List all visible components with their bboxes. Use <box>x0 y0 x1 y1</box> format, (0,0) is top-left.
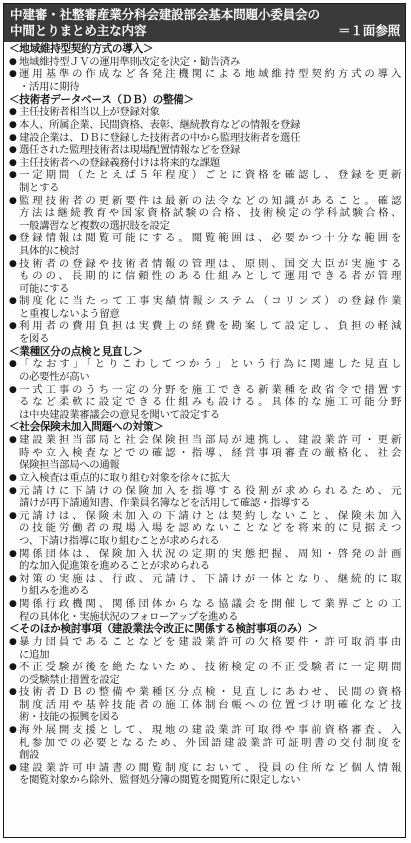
list-item-text <box>19 384 401 422</box>
list-item <box>9 762 401 787</box>
bullet-icon: ● <box>9 548 17 559</box>
list-item-text <box>19 573 401 598</box>
list-item-text <box>19 510 401 548</box>
text-line: は中央建設業審議会の意見を聞いて設定する <box>19 408 220 421</box>
text-line: 本人、所属企業、民間資格、表彰、継続教育などの情報を登録 <box>19 118 301 131</box>
text-line: 制度化に当たって工事実績情報システム（コリンズ）の登録作業 <box>19 295 401 308</box>
bullet-icon: ● <box>9 119 17 130</box>
text-line: 主任技術者相当以上が登録対象 <box>19 106 160 119</box>
text-line: 利用者の費用負担は実費上の経費を勘案して設定し、負担の軽減 <box>19 320 401 333</box>
list-item-text <box>19 157 401 170</box>
bullet-icon: ● <box>9 762 17 773</box>
text-line: 時や立入検査などでの確認・指導、経営事項審査の厳格化、社会 <box>19 446 401 459</box>
list-item <box>9 384 401 422</box>
text-line: 主任技術者への登録義務付けは将来的な課題 <box>19 156 220 169</box>
text-line: 請けが再下請通知書、作業員名簿などを活用して確認・指導する <box>19 497 311 510</box>
bullet-icon: ● <box>9 725 17 736</box>
list-item-text <box>19 358 401 383</box>
bullet-icon: ● <box>9 687 17 698</box>
section-heading: ＜技術者データベース（ＤＢ）の整備＞ <box>9 93 194 106</box>
article-box <box>3 3 406 838</box>
text-line: 札参加での必要となるため、外国語建設業許可証明書の交付制度を <box>19 736 401 749</box>
text-line: 具体的に検討 <box>19 244 80 257</box>
list-item <box>9 661 401 686</box>
text-line: 一式工事のうち一定の分野を施工できる新業種を政省令で措置す <box>19 383 401 396</box>
article-header <box>4 4 405 42</box>
text-line: 可能にする <box>19 282 70 295</box>
text-line: の受験禁止措置を設定 <box>19 673 120 686</box>
bullet-icon: ● <box>9 473 17 483</box>
text-line: 一定期間（たとえば５年程度）ごとに資格を確認し、登録を更新 <box>19 169 401 182</box>
section-heading: ＜業種区分の点検と見直し＞ <box>9 345 143 358</box>
list-item-text <box>19 56 401 69</box>
text-line: 一般講習など複数の選択肢を設定 <box>19 219 170 232</box>
text-line: るなど柔軟に設定できる仕組みも設ける。具体的な施工可能分野 <box>19 396 401 409</box>
list-item-text <box>19 548 401 573</box>
list-item <box>9 636 401 661</box>
text-line: 制度活用や基幹技能者の施工体制台帳への位置づけ明確化など技 <box>19 698 401 711</box>
bullet-icon: ● <box>9 435 17 446</box>
text-line: 立入検査は重点的に取り組む対象を徐々に拡大 <box>19 472 230 484</box>
section-heading: ＜社会保険未加入問題への対策＞ <box>9 421 164 434</box>
text-line: 元請けは、保険未加入の下請けとは契約しないこと、保険未加入 <box>19 509 401 522</box>
list-item <box>9 358 401 383</box>
text-line: つ、下請け指導に取り組むことが求められる <box>19 534 220 547</box>
bullet-icon: ● <box>9 107 17 118</box>
text-line: 程の具体化・実施状況のフォローアップを進める <box>19 610 239 623</box>
bullet-icon: ● <box>9 195 17 206</box>
list-item <box>9 548 401 573</box>
text-line: に追加 <box>19 648 50 661</box>
list-item-text <box>19 232 401 257</box>
header-title-row2 <box>10 23 400 39</box>
list-item-text <box>19 258 401 296</box>
text-line: 技術者の登録や技術者情報の管理は、原則、国交大臣が実施する <box>19 257 401 270</box>
text-line: 監理技術者の更新要件は最新の法令などの知識があること。確認 <box>19 194 401 207</box>
bullet-icon: ● <box>9 321 17 332</box>
list-item <box>9 119 401 132</box>
text-line: 不正受験が後を絶たないため、技術検定の不正受験者に一定期間 <box>19 661 401 674</box>
text-line: 対策の実施は、行政、元請け、下請けが一体となり、継続的に取 <box>19 572 401 585</box>
bullet-icon: ● <box>9 510 17 521</box>
text-line: 術・技能の振興を図る <box>19 711 120 724</box>
text-line: 関係行政機関、関係団体からなる協議会を開催して業界ごとの工 <box>19 597 401 610</box>
list-item-text <box>19 106 401 119</box>
bullet-icon: ● <box>9 598 17 609</box>
list-item <box>9 195 401 233</box>
header-title-line1: 中建審・社整審産業分科会建設部会基本問題小委員会の <box>10 7 320 22</box>
bullet-icon: ● <box>9 69 17 80</box>
list-item-text <box>19 195 401 233</box>
list-item-text <box>19 661 401 686</box>
list-item <box>9 320 401 345</box>
list-item-text <box>19 598 401 623</box>
list-item <box>9 144 401 157</box>
list-item <box>9 686 401 724</box>
list-item <box>9 472 401 485</box>
text-line: 建設企業は、ＤＢに登録した技術者の中から監理技術者を選任 <box>19 131 301 144</box>
list-item-text <box>19 169 401 194</box>
text-line: の技能労働者の現場入場を認めないことなどを将来的に見据えつ <box>19 522 401 535</box>
page-reference: ＝１面参照 <box>338 23 400 38</box>
text-line: 「なおす」「とりこわしてつかう」という行為に関連した見直し <box>19 358 401 371</box>
bullet-icon: ● <box>9 636 17 647</box>
bullet-icon: ● <box>9 485 17 496</box>
text-line: 創設 <box>19 749 40 762</box>
text-line: を図る <box>19 333 50 346</box>
bullet-icon: ● <box>9 258 17 269</box>
list-item-text <box>19 119 401 132</box>
list-item <box>9 510 401 548</box>
list-item-text <box>19 68 401 93</box>
list-item <box>9 132 401 145</box>
list-item <box>9 258 401 296</box>
bullet-icon: ● <box>9 384 17 395</box>
text-line: 建設業許可申請書の閲覧制度において、役員の住所など個人情報 <box>19 761 401 774</box>
list-item-text <box>19 472 401 485</box>
list-item-text <box>19 295 401 320</box>
section-heading: ＜地域維持型契約方式の導入＞ <box>9 43 154 55</box>
bullet-icon: ● <box>9 145 17 156</box>
section-heading: ＜そのほか検討事項（建設業法令改正に関係する検討事項のみ）＞ <box>9 623 318 636</box>
list-item-text <box>19 434 401 472</box>
bullet-icon: ● <box>9 56 17 67</box>
list-item <box>9 434 401 472</box>
list-item-text <box>19 144 401 157</box>
text-line: 元請けに下請けの保険加入を指導する役割が求められるため、元 <box>19 484 401 497</box>
list-item-text <box>19 132 401 145</box>
bullet-icon: ● <box>9 662 17 673</box>
bullet-icon: ● <box>9 573 17 584</box>
text-line: り組みを進める <box>19 585 90 598</box>
list-item-text <box>19 636 401 661</box>
text-line: 暴力団員であることなどを建設業許可の欠格要件・許可取消事由 <box>19 635 401 648</box>
list-item <box>9 169 401 194</box>
list-item <box>9 598 401 623</box>
text-line: 制とする <box>19 181 60 194</box>
list-item <box>9 68 401 93</box>
text-line: 建設業担当部局と社会保険担当部局が連携し、建設業許可・更新 <box>19 434 401 447</box>
list-item <box>9 573 401 598</box>
text-line: 技術者ＤＢの整備や業種区分点検・見直しにあわせ、民間の資格 <box>19 686 401 699</box>
list-item-text <box>19 724 401 762</box>
list-item <box>9 56 401 69</box>
bullet-icon: ● <box>9 296 17 307</box>
text-line: ものの、長期的に信頼性のある仕組みとして運用できる者が管理 <box>19 270 401 283</box>
list-item-text <box>19 762 401 787</box>
list-item <box>9 106 401 119</box>
list-item-text <box>19 320 401 345</box>
text-line: 海外展開支援として、現地の建設業許可取得や事前資格審査、入 <box>19 724 401 737</box>
text-line: ・活用に期待 <box>19 80 80 93</box>
list-item <box>9 232 401 257</box>
header-title-line2: 中間とりまとめ主な内容 <box>10 23 147 38</box>
list-item <box>9 157 401 170</box>
text-line: 保険担当部局への通報 <box>19 459 120 472</box>
bullet-icon: ● <box>9 233 17 244</box>
bullet-icon: ● <box>9 359 17 370</box>
text-line: 登録情報は閲覧可能にする。閲覧範囲は、必要かつ十分な範囲を <box>19 232 401 245</box>
list-item <box>9 724 401 762</box>
list-item <box>9 295 401 320</box>
text-line: 的な加入促進策を進めることが求められる <box>19 560 210 573</box>
text-line: 運用基準の作成など各発注機関による地域維持型契約方式の導入 <box>19 68 401 81</box>
bullet-icon: ● <box>9 170 17 181</box>
text-line: を閲覧対象から除外、監督処分簿の閲覧を閲覧所に限定しない <box>19 774 301 787</box>
list-item-text <box>19 485 401 510</box>
bullet-icon: ● <box>9 132 17 143</box>
text-line: 方法は継続教育や国家資格試験の合格、技術検定の学科試験合格、 <box>19 207 401 220</box>
list-item-text <box>19 686 401 724</box>
article-content <box>4 42 405 787</box>
text-line: と重複しないよう留意 <box>19 307 120 320</box>
text-line: の必要性が高い <box>19 371 90 384</box>
text-line: 選任された監理技術者は現場配置情報などを登録 <box>19 144 240 157</box>
text-line: 関係団体は、保険加入状況の定期的実態把握、周知・啓発の計画 <box>19 547 401 560</box>
bullet-icon: ● <box>9 157 17 168</box>
text-line: 地域維持型ＪＶの運用準則改定を決定・勧告済み <box>19 55 240 68</box>
list-item <box>9 485 401 510</box>
